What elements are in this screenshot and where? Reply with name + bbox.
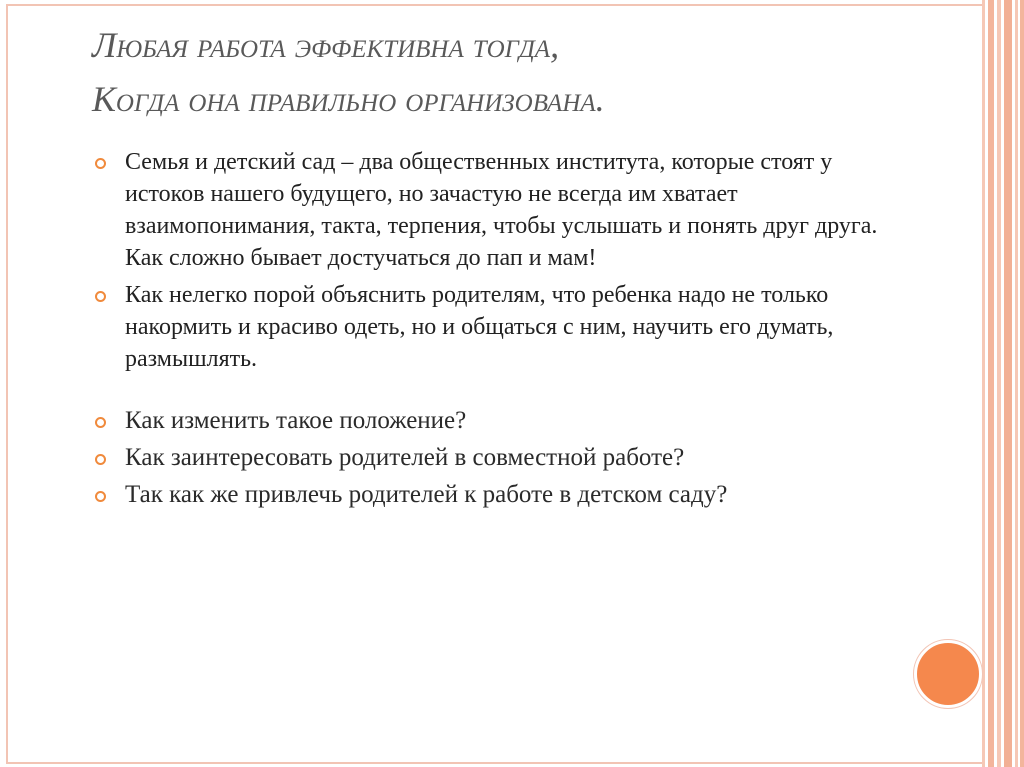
bullet-text: Как нелегко порой объяснить родителям, что ребенка надо не только накормить и красиво одеть, но и общаться с ним, научить его думать, размышлять. [125,282,834,372]
bullet-item [92,405,912,437]
hollow-circle-bullet-icon [95,417,106,428]
frame-left-border [6,4,8,764]
right-stripe [988,0,994,767]
decorative-orange-circle [914,640,982,708]
hollow-circle-bullet-icon [95,291,106,302]
right-stripe [1020,0,1024,767]
bullet-text: Так как же привлечь родителей к работе в детском саду? [125,481,728,508]
slide-title [92,18,952,126]
bullet-text: Как изменить такое положение? [125,407,467,434]
hollow-circle-bullet-icon [95,158,106,169]
bullet-list [92,146,912,516]
bullet-item [92,442,912,474]
bullet-text: Как заинтересовать родителей в совместной работе? [125,444,685,471]
title-line: Когда она правильно организована. [92,79,605,119]
right-stripe [1015,0,1018,767]
right-stripe [997,0,1001,767]
title-line: Любая работа эффективна тогда, [92,25,560,65]
bullet-text: Семья и детский сад – два общественных института, которые стоят у истоков нашего будущего, но зачастую не всегда им хватает взаимопонимания, такта, терпения, чтобы услышать и понять друг друга. Как сложно бывает достучаться до пап и мам! [125,149,878,271]
frame-bottom-border [6,762,982,764]
hollow-circle-bullet-icon [95,491,106,502]
bullet-item [92,279,912,375]
bullet-item [92,479,912,511]
frame-top-border [6,4,982,6]
hollow-circle-bullet-icon [95,454,106,465]
right-stripe [982,0,985,767]
right-stripe [1004,0,1012,767]
bullet-item [92,146,912,274]
